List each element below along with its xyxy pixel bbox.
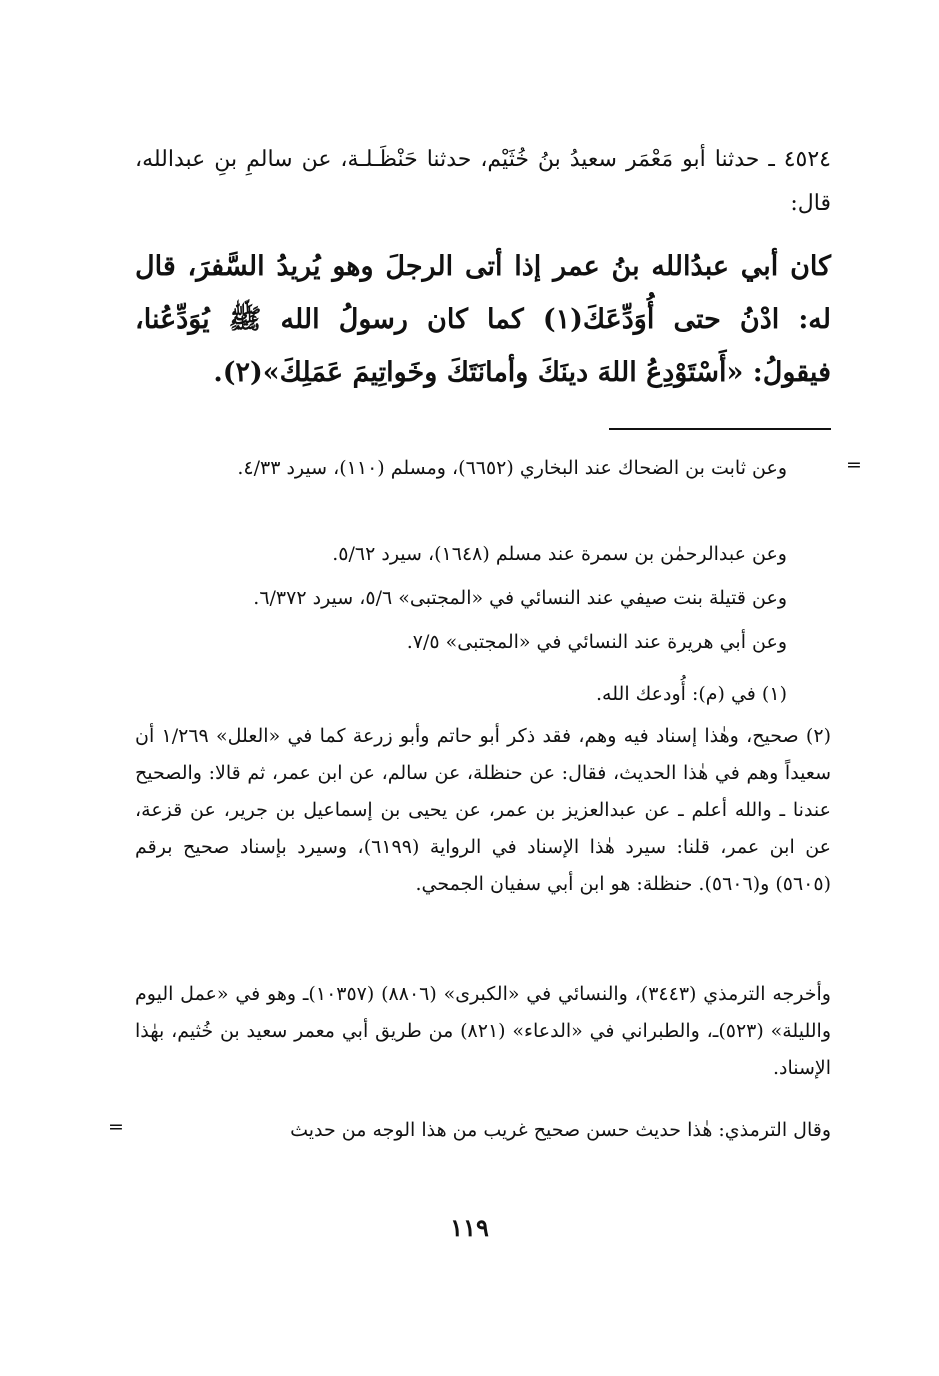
footnote-line: وعن ثابت بن الضحاك عند البخاري (٦٦٥٢)، ومسلم (١١٠)، سيرد ٤/٣٣. xyxy=(237,457,787,479)
footnote-separator xyxy=(609,428,831,430)
footnote-line: وعن عبدالرحمٰن بن سمرة عند مسلم (١٦٤٨)، سيرد ٥/٦٢. xyxy=(332,543,787,565)
hadith-matn: كان أبي عبدُالله بنُ عمر إذا أتى الرجلَ وهو يُريدُ السَّفرَ، قال له: ادْنُ حتى أُوَدِّعَكَ(١) كما كان رسولُ الله ﷺ يُوَدِّعُنا، فيقولُ: «أَسْتَوْدِعُ اللهَ دينَكَ وأمانَتَكَ وخَواتِيمَ عَمَلِكَ»(٢). xyxy=(135,251,831,388)
hadith-isnad: ٤٥٢٤ ـ حدثنا أبو مَعْمَر سعيدُ بنُ خُثَيْم، حدثنا حَنْظَـلـة، عن سالمِ بنِ عبدالله، قال: xyxy=(135,147,831,216)
footnote-1: (١) في (م): أُودعك الله. xyxy=(596,683,787,705)
footnote-line: وعن أبي هريرة عند النسائي في «المجتبى» ٧/٥. xyxy=(406,631,787,653)
footnote-tirmidhi: وقال الترمذي: هٰذا حديث حسن صحيح غريب من هذا الوجه من حديث xyxy=(290,1119,831,1141)
page-number: ١١٩ xyxy=(450,1213,489,1242)
footnote-2: (٢) صحيح، وهٰذا إسناد فيه وهم، فقد ذكر أبو حاتم وأبو زرعة كما في «العلل» ١/٢٦٩ أن سعيداً وهم في هٰذا الحديث، فقال: عن حنظلة، عن سالم، عن ابن عمر، ثم قالا: والصحيح عندنا ـ والله أعلم ـ عن عبدالعزيز بن عمر، عن يحيى بن إسماعيل بن جرير، عن قزعة، عن ابن عمر، قلنا: سيرد هٰذا الإسناد في الرواية (٦١٩٩)، وسيرد بإسناد صحيح برقم (٥٦٠٥) و(٥٦٠٦). حنظلة: هو ابن أبي سفيان الجمحي. xyxy=(135,725,831,895)
footnote-end-mark: = xyxy=(108,1116,124,1138)
footnote-takhrij: وأخرجه الترمذي (٣٤٤٣)، والنسائي في «الكبرى» (٨٨٠٦) (١٠٣٥٧)ـ وهو في «عمل اليوم والليلة» (٥٢٣)ـ، والطبراني في «الدعاء» (٨٢١) من طريق أبي معمر سعيد بن خُثيم، بهٰذا الإسناد. xyxy=(135,983,831,1079)
footnote-continuation-mark: = xyxy=(846,454,862,476)
footnote-line: وعن قتيلة بنت صيفي عند النسائي في «المجتبى» ٥/٦، سيرد ٦/٣٧٢. xyxy=(253,587,787,609)
